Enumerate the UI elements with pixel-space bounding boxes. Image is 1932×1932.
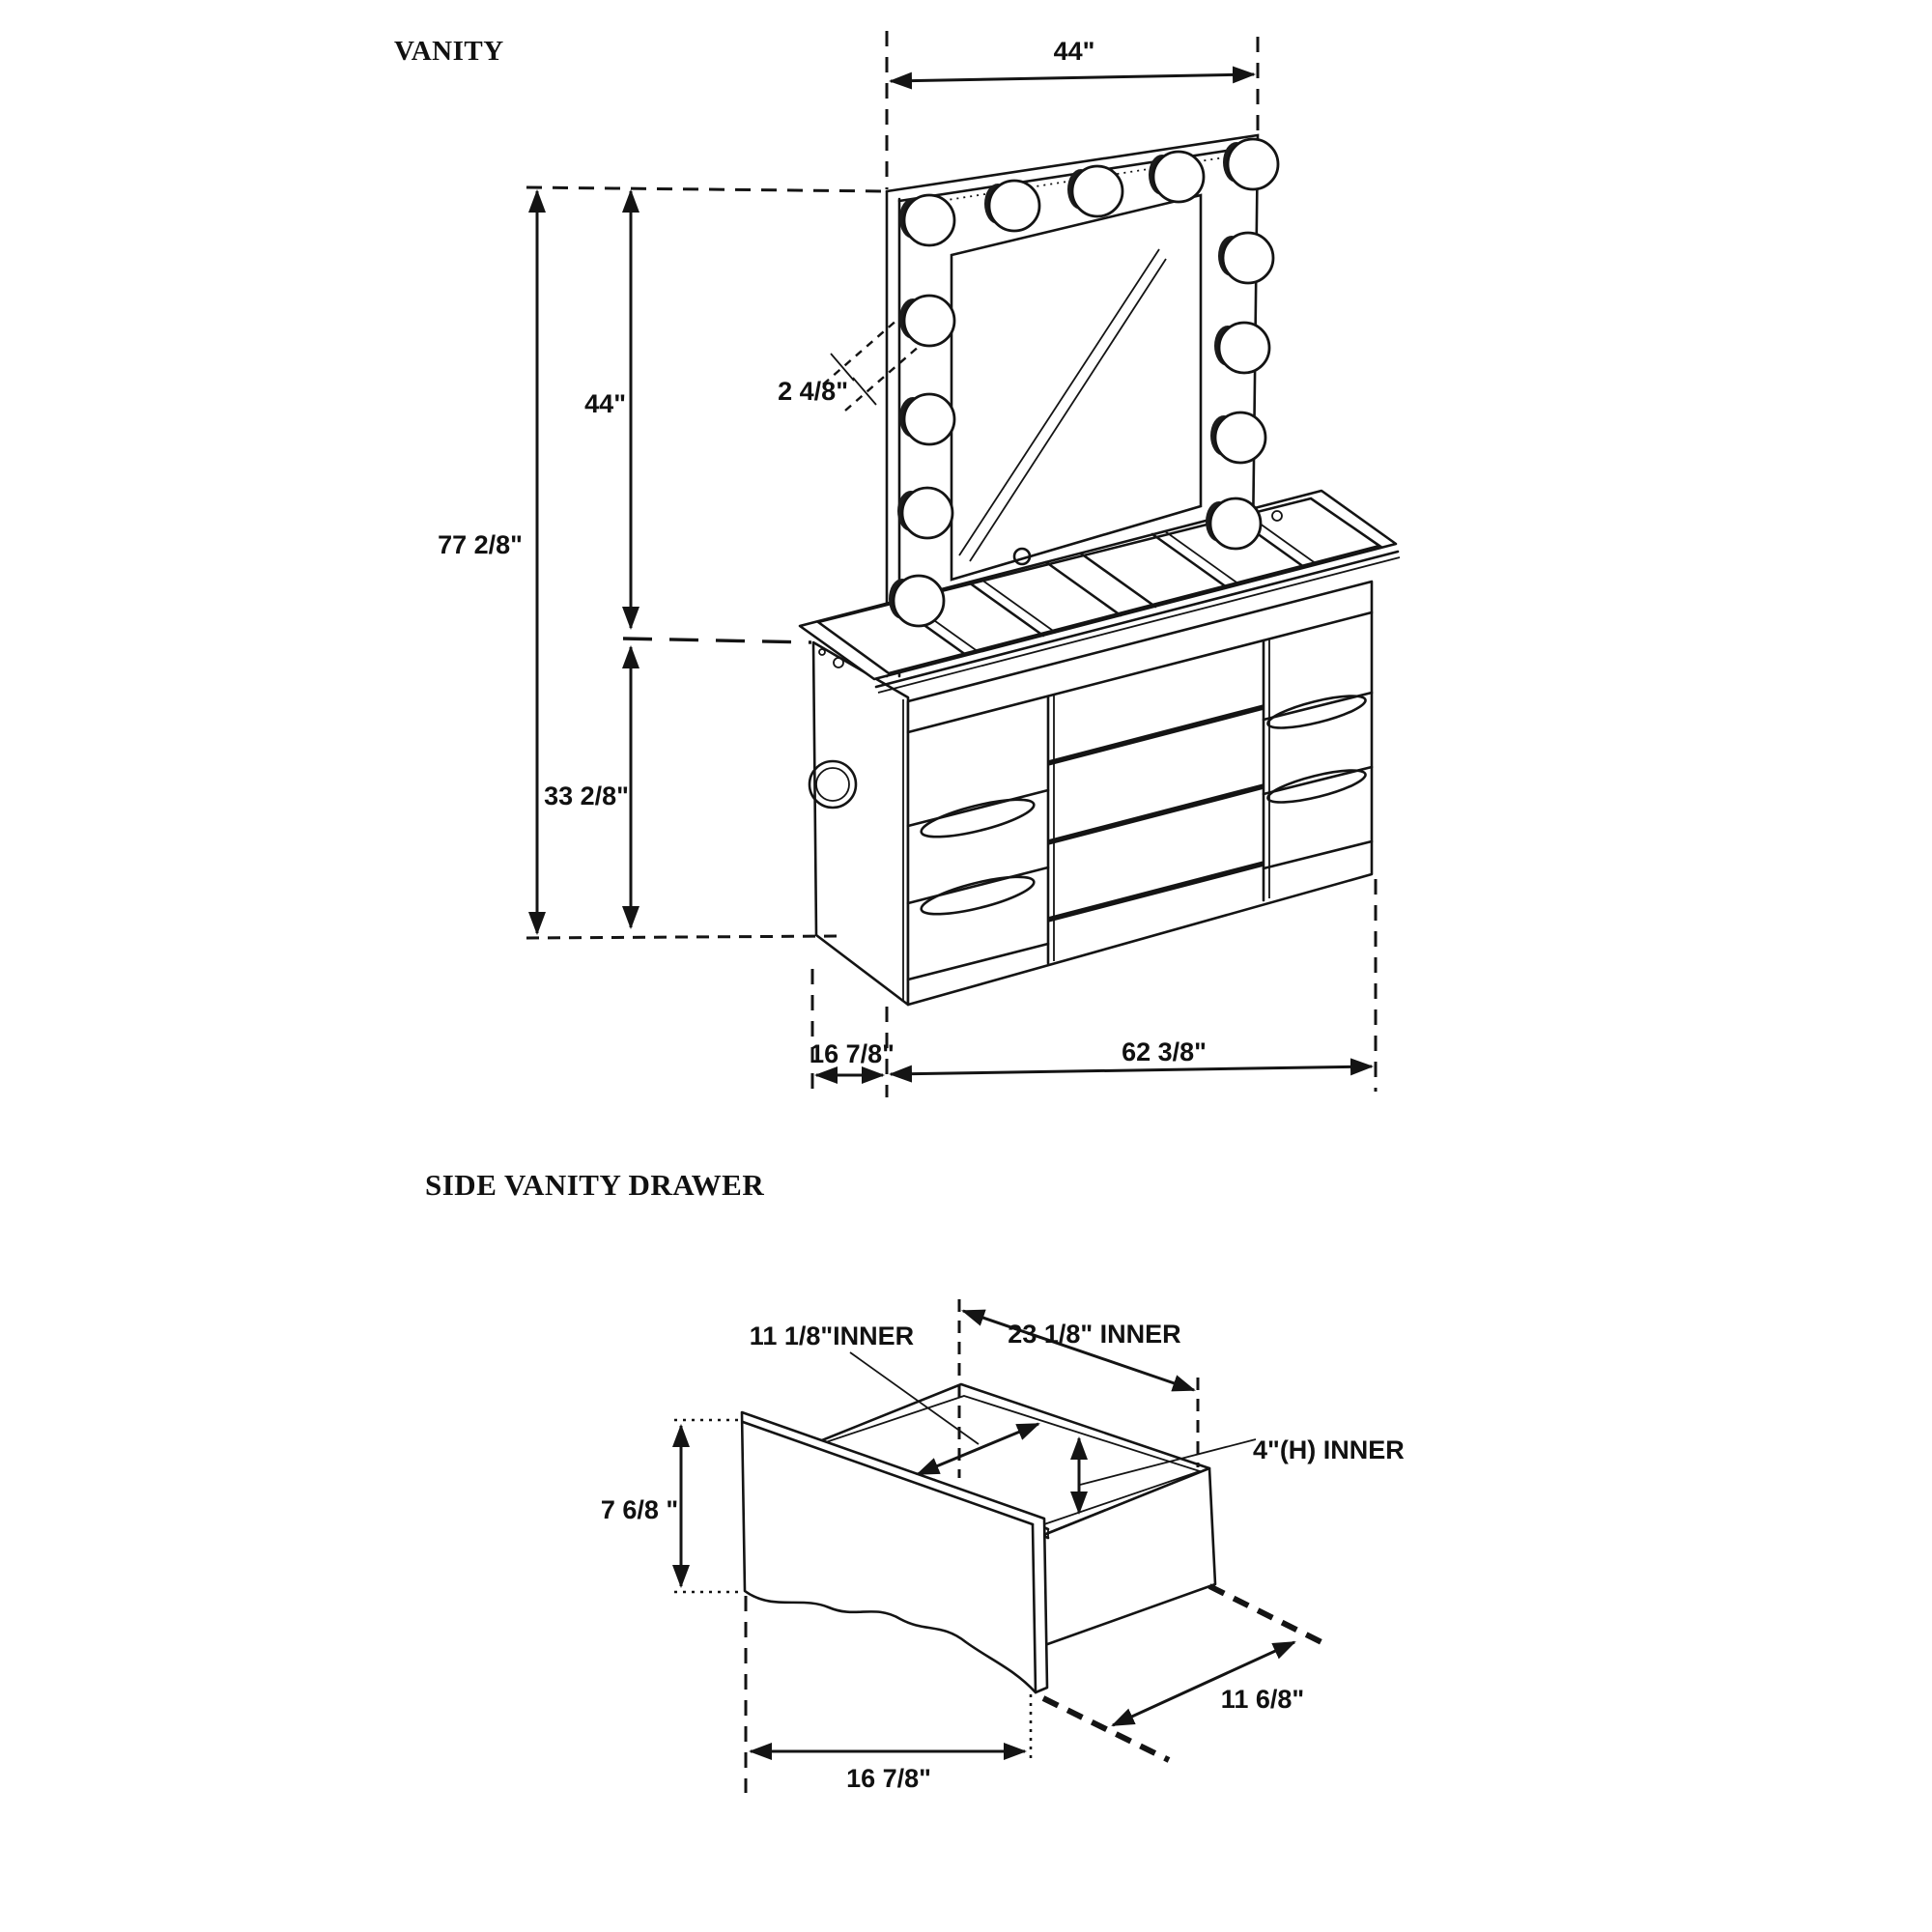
light-bulb <box>897 488 952 538</box>
light-bulb <box>984 181 1039 231</box>
drawer-section <box>425 1168 1405 1793</box>
label-front-height: 7 6/8 " <box>600 1495 679 1524</box>
label-front-width: 16 7/8" <box>846 1764 931 1793</box>
light-bulb <box>1210 412 1265 463</box>
label-inner-width: 23 1/8" INNER <box>1008 1320 1181 1349</box>
label-inner-height: 4"(H) INNER <box>1253 1435 1405 1464</box>
label-mirror-height: 44" <box>584 389 626 418</box>
label-dresser-height: 33 2/8" <box>544 781 629 810</box>
light-bulb <box>1149 152 1204 202</box>
light-bulb <box>899 394 954 444</box>
label-mirror-width: 44" <box>1053 37 1095 66</box>
light-bulb <box>899 296 954 346</box>
light-bulb <box>1214 323 1269 373</box>
label-side-depth: 16 7/8" <box>810 1039 895 1068</box>
light-bulb <box>899 195 954 245</box>
label-front-width: 62 3/8" <box>1122 1037 1207 1066</box>
vanity-title: VANITY <box>394 36 504 67</box>
drawer-title: SIDE VANITY DRAWER <box>425 1168 765 1202</box>
label-inner-depth: 11 1/8"INNER <box>749 1321 915 1350</box>
vanity-section <box>394 31 1400 1097</box>
label-total-height: 77 2/8" <box>438 530 523 559</box>
light-bulb <box>1067 166 1122 216</box>
light-bulb <box>1218 233 1273 283</box>
dresser-side-panel <box>813 642 908 1005</box>
light-bulb <box>1223 139 1278 189</box>
label-bottom-depth: 11 6/8" <box>1220 1685 1305 1714</box>
label-frame-thickness: 2 4/8" <box>778 377 848 406</box>
